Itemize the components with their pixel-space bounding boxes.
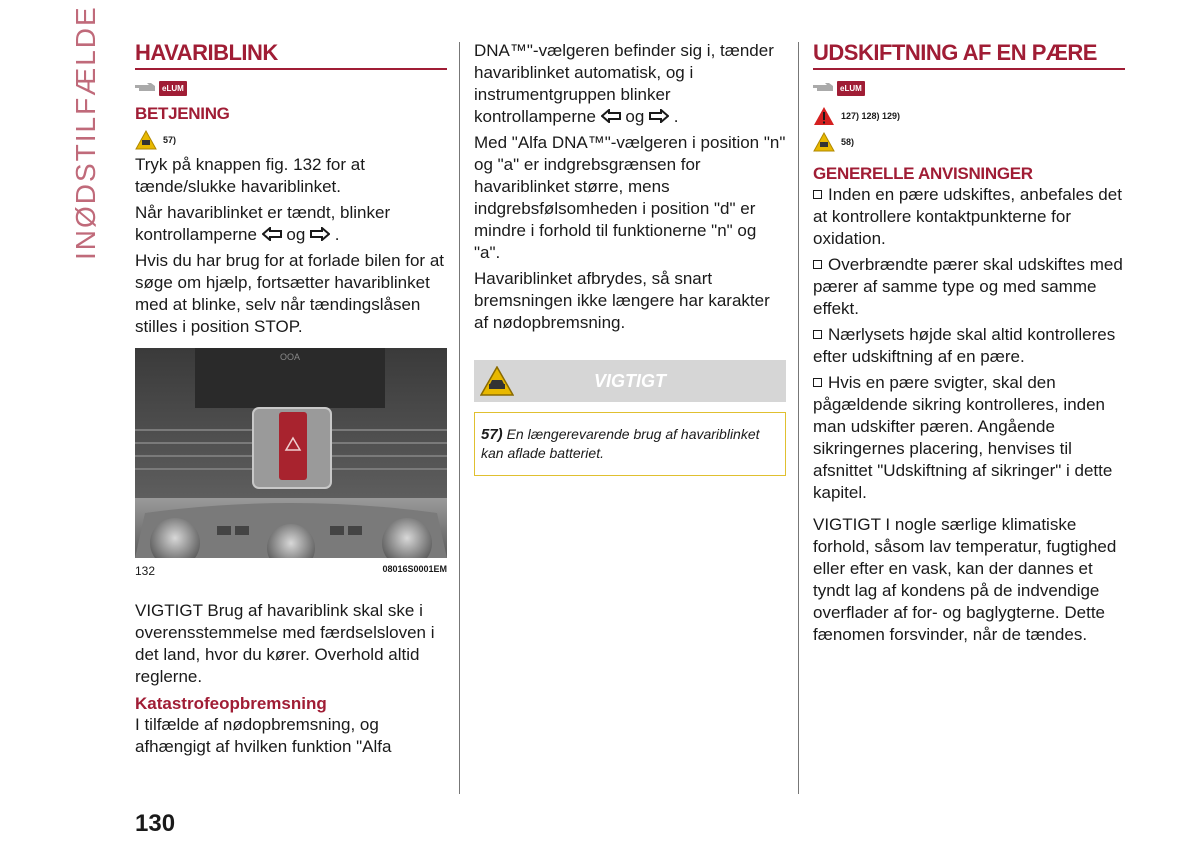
pointing-hand-icon bbox=[813, 82, 835, 94]
text: og bbox=[625, 107, 645, 126]
text: Nærlysets højde skal altid kontrolleres efter udskiftning af en pære. bbox=[813, 325, 1116, 366]
elum-badge: eLUM bbox=[159, 81, 187, 96]
column-2 bbox=[474, 40, 786, 476]
elum-badge: eLUM bbox=[837, 81, 865, 96]
paragraph: Med "Alfa DNA™"-vælgeren i position "n" og "a" er indgrebsgrænsen for havariblinket større, mens indgrebsfølsomheden i position "d" er mindre i forhold til funktionerne "n" og "a". bbox=[474, 133, 786, 262]
danger-triangle-icon bbox=[813, 106, 835, 126]
paragraph: Havariblinket afbrydes, så snart bremsningen ikke længere har karakter af nødopbremsning. bbox=[474, 269, 770, 332]
vigtigt-header bbox=[474, 360, 786, 402]
text: Når havariblinket er tændt, blinker kontrollamperne bbox=[135, 203, 391, 244]
checkbox-bullet-icon bbox=[813, 260, 822, 269]
note-text: En længerevarende brug af havariblinket kan aflade batteriet. bbox=[481, 426, 760, 461]
elum-indicator bbox=[135, 78, 447, 98]
checkbox-bullet-icon bbox=[813, 190, 822, 199]
section-heading-udskiftning: UDSKIFTNING AF EN PÆRE bbox=[813, 40, 1125, 70]
paragraph: VIGTIGT Brug af havariblink skal ske i overensstemmelse med færdselsloven i det land, hvor du kører. Overhold altid reglerne. bbox=[135, 601, 435, 686]
paragraph: Hvis du har brug for at forlade bilen for at søge om hjælp, fortsætter havariblinket med at blinke, selv når tændingslåsen stilles i position STOP. bbox=[135, 251, 444, 336]
section-heading-havariblink: HAVARIBLINK bbox=[135, 40, 447, 70]
figure-number: 132 bbox=[135, 564, 156, 578]
page-number: 130 bbox=[135, 810, 176, 837]
bullet-item bbox=[813, 324, 1125, 368]
text: . bbox=[334, 225, 340, 244]
warning-reference bbox=[813, 130, 1125, 154]
warning-reference bbox=[135, 128, 447, 152]
caution-triangle-icon bbox=[135, 130, 157, 150]
danger-ref-numbers: 127) 128) 129) bbox=[841, 111, 901, 121]
column-divider bbox=[798, 42, 799, 794]
chapter-side-title: INØDSTILFÆLDE bbox=[70, 5, 101, 260]
subheading-betjening: BETJENING bbox=[135, 104, 230, 123]
checkbox-bullet-icon bbox=[813, 330, 822, 339]
paragraph: I tilfælde af nødopbremsning, og afhængigt af hvilken funktion "Alfa bbox=[135, 715, 392, 756]
column-1 bbox=[135, 40, 447, 762]
figure-caption bbox=[135, 564, 447, 578]
dashboard-photo bbox=[135, 348, 447, 558]
warning-ref-number: 58) bbox=[841, 137, 855, 147]
bullet-item bbox=[813, 372, 1125, 504]
column-3 bbox=[813, 40, 1125, 650]
subheading-generelle-anvisninger: GENERELLE ANVISNINGER bbox=[813, 164, 1033, 183]
vigtigt-label: VIGTIGT bbox=[594, 370, 666, 391]
paragraph bbox=[135, 202, 447, 246]
right-arrow-icon bbox=[310, 227, 330, 241]
subheading-katastrofeopbremsning: Katastrofeopbremsning bbox=[135, 694, 327, 713]
caution-triangle-icon bbox=[813, 132, 835, 152]
text: . bbox=[673, 107, 679, 126]
checkbox-bullet-icon bbox=[813, 378, 822, 387]
warning-ref-number: 57) bbox=[163, 135, 177, 145]
vigtigt-note bbox=[474, 412, 786, 476]
photo-display-text: OOA bbox=[280, 352, 301, 362]
text: og bbox=[286, 225, 306, 244]
text: Overbrændte pærer skal udskiftes med pærer af samme type og med samme effekt. bbox=[813, 255, 1123, 318]
text: Inden en pære udskiftes, anbefales det at kontrollere kontaktpunkterne for oxidation. bbox=[813, 185, 1122, 248]
bullet-item bbox=[813, 254, 1125, 320]
left-arrow-icon bbox=[601, 109, 621, 123]
paragraph: VIGTIGT I nogle særlige klimatiske forhold, såsom lav temperatur, fugtighed eller efter en vask, kan der dannes et tyndt lag af kondens på de indvendige overflader af for- og baglygterne. Dette fænomen forsvinder, når de tændes. bbox=[813, 515, 1117, 644]
text: Hvis en pære svigter, skal den pågældende sikring kontrolleres, inden man udskifter pæren. Angående sikringernes placering, henvises til afsnittet "Udskiftning af sikringer" i dette kapitel. bbox=[813, 373, 1113, 502]
left-arrow-icon bbox=[262, 227, 282, 241]
paragraph bbox=[474, 40, 786, 128]
pointing-hand-icon bbox=[135, 82, 157, 94]
right-arrow-icon bbox=[649, 109, 669, 123]
text: DNA™"-vælgeren befinder sig i, tænder havariblinket automatisk, og i instrumentgruppen blinker kontrollamperne bbox=[474, 41, 774, 126]
hazard-button-photo bbox=[135, 348, 447, 558]
elum-indicator bbox=[813, 78, 1125, 98]
bullet-item bbox=[813, 184, 1125, 250]
column-divider bbox=[459, 42, 460, 794]
note-number: 57) bbox=[481, 426, 503, 443]
danger-reference bbox=[813, 104, 1125, 128]
figure-code: 08016S0001EM bbox=[382, 564, 447, 574]
paragraph: Tryk på knappen fig. 132 for at tænde/slukke havariblinket. bbox=[135, 155, 365, 196]
